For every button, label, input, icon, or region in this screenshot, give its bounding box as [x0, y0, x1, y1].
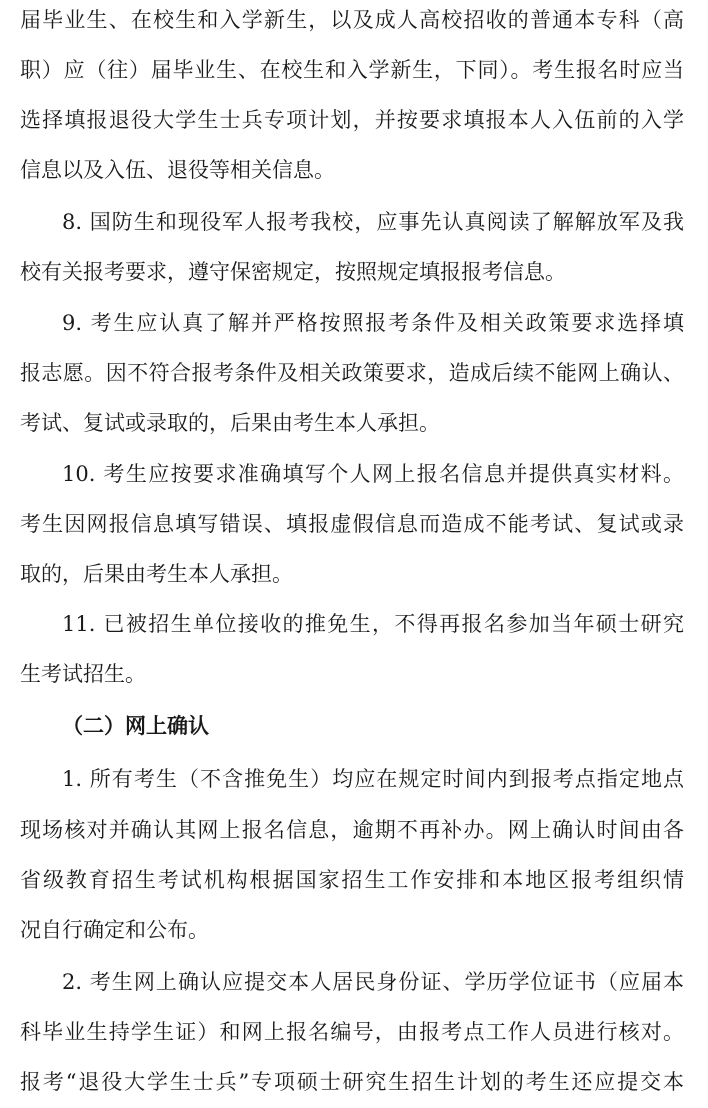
section-heading: （二）网上确认 [62, 714, 209, 738]
text-line: 职）应（往）届毕业生、在校生和入学新生，下同）。考生报名时应当 [20, 58, 684, 82]
text-line: 报考“退役大学生士兵”专项硕士研究生招生计划的考生还应提交本 [20, 1070, 684, 1094]
item-8-first-line: 8. 国防生和现役军人报考我校，应事先认真阅读了解解放军及我 [62, 210, 684, 234]
item-10-first-line: 10. 考生应按要求准确填写个人网上报名信息并提供真实材料。 [62, 462, 684, 486]
text-line: 况自行确定和公布。 [20, 918, 209, 942]
text-line: 取的，后果由考生本人承担。 [20, 562, 293, 586]
item-2-first-line: 2. 考生网上确认应提交本人居民身份证、学历学位证书（应届本 [62, 970, 684, 994]
text-line: 科毕业生持学生证）和网上报名编号，由报考点工作人员进行核对。 [20, 1020, 684, 1044]
text-line: 报志愿。因不符合报考条件及相关政策要求，造成后续不能网上确认、 [20, 361, 684, 385]
item-11-first-line: 11. 已被招生单位接收的推免生，不得再报名参加当年硕士研究 [62, 612, 684, 636]
text-line: 生考试招生。 [20, 662, 146, 686]
text-line: 选择填报退役大学生士兵专项计划，并按要求填报本人入伍前的入学 [20, 108, 684, 132]
text-line: 届毕业生、在校生和入学新生，以及成人高校招收的普通本专科（高 [20, 8, 684, 32]
item-1-first-line: 1. 所有考生（不含推免生）均应在规定时间内到报考点指定地点 [62, 767, 684, 791]
text-line: 现场核对并确认其网上报名信息，逾期不再补办。网上确认时间由各 [20, 818, 684, 842]
item-9-first-line: 9. 考生应认真了解并严格按照报考条件及相关政策要求选择填 [62, 311, 684, 335]
text-line: 考生因网报信息填写错误、填报虚假信息而造成不能考试、复试或录 [20, 512, 684, 536]
text-line: 考试、复试或录取的，后果由考生本人承担。 [20, 411, 440, 435]
text-line: 省级教育招生考试机构根据国家招生工作安排和本地区报考组织情 [20, 868, 684, 892]
text-line: 校有关报考要求，遵守保密规定，按照规定填报报考信息。 [20, 260, 566, 284]
text-line: 信息以及入伍、退役等相关信息。 [20, 158, 335, 182]
